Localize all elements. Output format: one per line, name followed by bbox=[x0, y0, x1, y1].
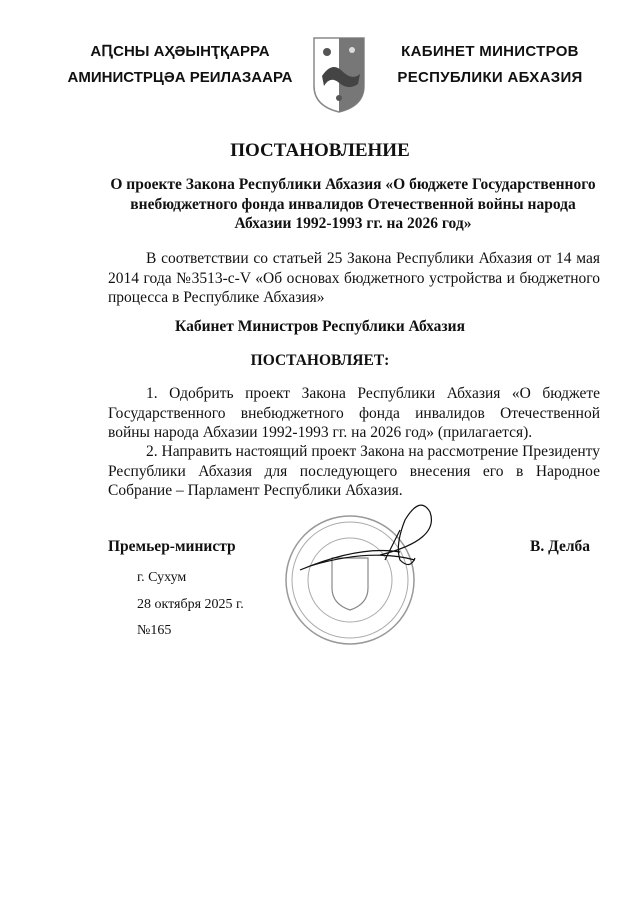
item-1: 1. Одобрить проект Закона Республики Абхазия «О бюджете Государственного внебюджетного фонда инвалидов Отечественной войны народа Абхазии 1992-1993 гг. на 2026 год» (прилагается). bbox=[108, 385, 600, 441]
signer-position: Премьер-министр bbox=[108, 538, 236, 555]
document-number: №165 bbox=[137, 623, 172, 638]
document-subtitle: О проекте Закона Республики Абхазия «О бюджете Государственного внебюджетного фонда инвалидов Отечественной войны народа Абхазии 1992-1993 гг. на 2026 год» bbox=[110, 176, 596, 232]
signer-name: В. Делба bbox=[530, 538, 591, 555]
header-left-line2: АМИНИСТРЦӘА РЕИЛАЗААРА bbox=[67, 69, 293, 86]
authority: Кабинет Министров Республики Абхазия bbox=[175, 318, 465, 335]
item-2: 2. Направить настоящий проект Закона на рассмотрение Президенту Республики Абхазия для последующего внесения его в Народное Собрание – Парламент Республики Абхазия. bbox=[108, 443, 600, 499]
header-right bbox=[370, 39, 610, 91]
coat-of-arms-icon bbox=[312, 36, 366, 114]
resolves: ПОСТАНОВЛЯЕТ: bbox=[250, 352, 390, 369]
signing-date: 28 октября 2025 г. bbox=[137, 597, 244, 612]
header-left-line1: АԤСНЫ АҲӘЫНҬҚАРРА bbox=[90, 43, 270, 60]
official-stamp bbox=[280, 500, 450, 650]
signing-place: г. Сухум bbox=[137, 570, 187, 585]
header-right-line2: РЕСПУБЛИКИ АБХАЗИЯ bbox=[397, 69, 583, 86]
document-title: ПОСТАНОВЛЕНИЕ bbox=[230, 140, 410, 161]
header-right-line1: КАБИНЕТ МИНИСТРОВ bbox=[401, 43, 579, 60]
preamble: В соответствии со статьей 25 Закона Республики Абхазия от 14 мая 2014 года №3513-с-V «Об основах бюджетного устройства и бюджетного процесса в Республике Абхазия» bbox=[108, 250, 600, 306]
header-left bbox=[60, 39, 300, 91]
